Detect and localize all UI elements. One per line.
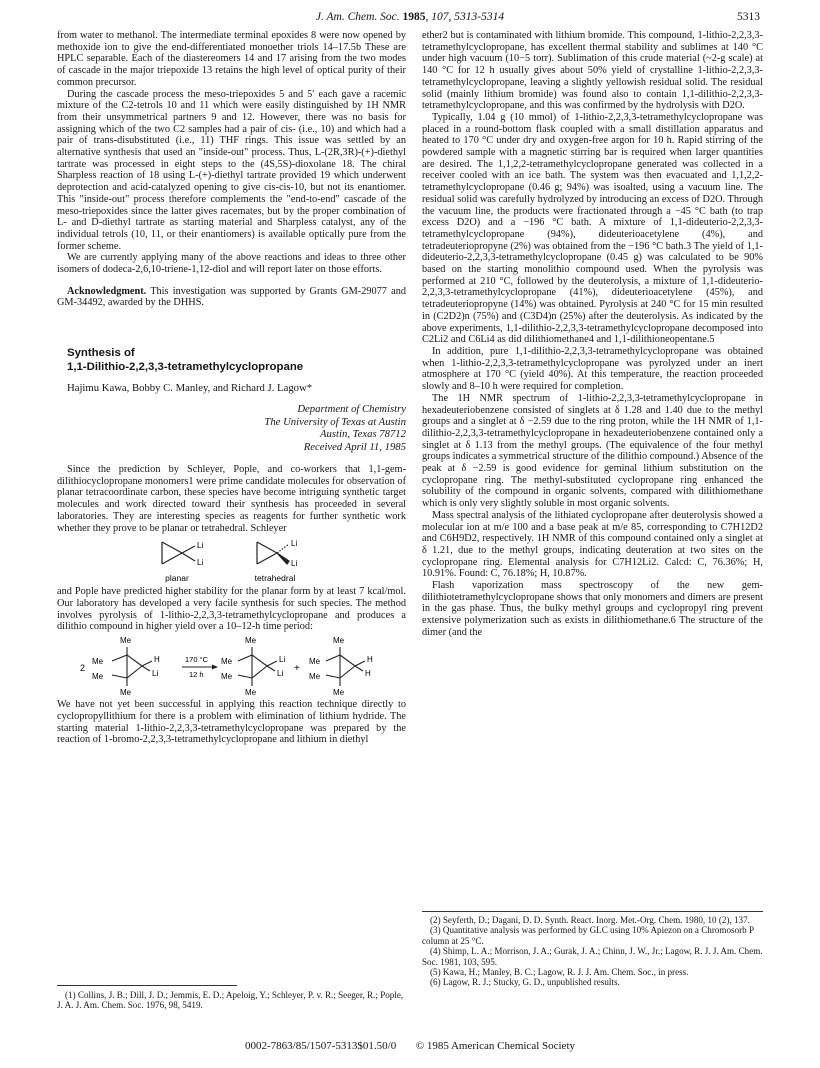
footnote: (2) Seyferth, D.; Dagani, D. D. Synth. React. Inorg. Met.-Org. Chem. 1980, 10 (2), 137.: [430, 915, 750, 925]
plus-sign: +: [293, 663, 300, 675]
h-label: H: [153, 655, 160, 665]
planar-structure: [162, 542, 195, 564]
li-label: Li: [151, 669, 158, 679]
ack-text: This investigation was supported by Grants GM-29077 and GM-34492, awarded by the DHHS.: [57, 285, 406, 309]
article-title-line2: 1,1-Dilithio-2,2,3,3-tetramethylcyclopropane: [67, 360, 304, 373]
paragraph: Typically, 1.04 g (10 mmol) of 1-lithio-2,2,3,3-tetramethylcyclopropane was placed in a round-bottom flask coupled with a small distillation apparatus and heated to 170 °C under dry and oxygen-free argon for 10 h. Rapid stirring of the powdered sample with a magnetic stirring bar is required when larger quantities are desired. The 1,1,2,2-tetramethylcyclopropane generated was collected in a receiver cooled with an ice bath. The system was then evacuated and 1,1,2,2-tetramethylcyclopropane (0.46 g; 94%) was isoalted, using a vacuum line. The residual solid was carefully hydrolyzed by introducing an excess of D2O. Through the vacuum line, the products were fractionated through a −45 °C bath (to trap excess D2O) and a −196 °C bath. A mixture of 1,1-dideuterio-2,2,3,3-tetramethylcyclopropane (94%), dideuterioacetylene (4%), and tetradeuteriopropyne (2%) was obtained from the −196 °C bath.3 The yield of 1,1-dideuterio-2,2,3,3-tetramethylcyclopropane (0.45 g) was calculated to be 90% based on the starting monolithio compound used. When the pyrolysis was performed at 210 °C, followed by the deuterolysis, a mixture of 1,1-dideuterio-2,2,3,3-tetramethylcyclopropane (41%), dideuterioacetylene (45%), and tetradeuteriopropyne (14%) was obtained. Pyrolysis at 240 °C for 15 min resulted in (C2D2)n (75%) and (C3D4)n (25%) after the deuterolysis. As indicated by the above experiments, 1,1-dilithio-2,2,3,3-tetramethylcyclopropane decomposed into C2Li2 and C6Li4 as did dilithiomethane4 and 1,1-dilithioneopentane.5: [422, 111, 763, 346]
arrow-head: [212, 665, 218, 670]
received-date: Received April 11, 1985: [303, 441, 406, 454]
li-label: Li: [290, 539, 297, 549]
volume-pages: , 107, 5313-5314: [425, 11, 505, 23]
footnote: (3) Quantitative analysis was performed by GLC using 10% Apiezon on a Chromosorb P column at 25 °C.: [422, 925, 754, 946]
me-label: Me: [308, 672, 320, 682]
paragraph: ether2 but is contaminated with lithium bromide. This compound, 1-lithio-2,2,3,3-tetramethylcyclopropane, has excellent thermal stability and sublimes at 140 °C under high vacuum (10−5 torr). Sublimation of this crude material (~2-g scale) at 140 °C for 12 h usually gives about 50% yield of crystalline 1-lithio-2,2,3,3-tetramethylcyclopropane, leaving a slightly yellowish residual solid. The residual solid (mainly lithium bromide) was found also to contain 1,1-dilithio-2,2,3,3-tetramethylcyclopropane, and this was confirmed by the hydrolysis with D2O.: [422, 30, 763, 112]
reactant-structure: [112, 647, 152, 686]
affiliation-dept: Department of Chemistry: [297, 402, 406, 415]
affiliation-city: Austin, Texas 78712: [320, 428, 406, 441]
running-header: [0, 11, 820, 23]
me-label: Me: [119, 636, 131, 646]
condition-temp: 170 °C: [184, 655, 208, 665]
li-label: Li: [276, 669, 283, 679]
footnote-rule: [57, 985, 237, 986]
reaction-scheme: [72, 633, 392, 699]
paragraph: During the cascade process the meso-triepoxides 5 and 5′ each gave a racemic mixture of the C2-tetrols 10 and 11 which were easily distinguished by 1H NMR from their unsymmetrical partners 9 and 12. However, there was no basis for assigning which of the two C2 samples had a pair of cis- (i.e., 10) and which had a pair of trans-disubstituted (i.e., 11) THF rings. This issue was settled by an alternative synthesis that used an "inside-out" process. Thus, L-(2R,3R)-(+)-diethyl tartrate was processed in eight steps to the (4S,5S)-dioxolane 18. The chiral Sharpless reaction of 18 using L-(+)-diethyl tartrate provided 19 which underwent deprotection and acid-catalyzed opening to give cis-cis-10, but not its enantiomer. This "inside-out" process therefore complements the "end-to-end" cascade of the meso-triepoxides since the latter gives racemates, but by the proper combination of L- and D-diethyl tartrate as starting material and Sharpless catalyst, any of the individual tetrols (10, 11, or their enantiomers) is available optically pure from the former scheme.: [57, 88, 406, 252]
product-tetramethylcyclopropane-structure: [326, 647, 365, 686]
paragraph: Mass spectral analysis of the lithiated cyclopropane after deuterolysis showed a molecular ion at m/e 100 and a base peak at m/e 85, corresponding to C7H12D2 and C6H9D2, respectively. 1H NMR of this compound contained only a singlet at δ 1.21, due to the methyl groups, indicating deuteration at two sites on the cyclopropane ring. Elemental analysis for C7H12Li2. Calcd: C, 76.36%; H, 10.91%. Found: C, 76.18%; H, 10.87%.: [422, 509, 763, 580]
paragraph: from water to methanol. The intermediate terminal epoxides 8 were now opened by methoxide ion to give the end-differentiated monoether triols 14–17.5b These are HPLC separable. Each of the diastereomers 14 and 17 arising from the two modes of cascade in the major triepoxide 13 retains the high level of optical purity of their common precursor.: [57, 30, 406, 88]
h-label: H: [364, 669, 371, 679]
footnotes-right: [422, 915, 763, 988]
affiliation-univ: The University of Texas at Austin: [264, 415, 406, 428]
coefficient: 2: [79, 663, 85, 674]
footnote: (4) Shimp, L. A.; Morrison, J. A.; Gurak, J. A.; Chinn, J. W., Jr.; Lagow, R. J. J. Am. Chem. Soc. 1981, 103, 595.: [422, 946, 763, 967]
acknowledgment: [57, 286, 406, 309]
li-label: Li: [278, 655, 285, 665]
right-column: [422, 30, 763, 639]
page-number: 5313: [737, 11, 760, 23]
h-label: H: [366, 655, 373, 665]
planar-label: planar: [164, 573, 189, 584]
condition-time: 12 h: [188, 670, 204, 680]
me-label: Me: [91, 672, 103, 682]
paragraph: Since the prediction by Schleyer, Pople, and co-workers that 1,1-gem-dilithiocyclopropane monomers1 were prime candidate molecules for observation of planar tetracoordinate carbon, these species have become intriguing synthetic target molecules and work directed toward their synthesis has proceeded in several laboratories. They are interesting species as reagents for further synthetic work whether they prove to be planar or tetrahedral. Schleyer: [57, 464, 406, 534]
footnote-rule: [422, 911, 763, 912]
me-label: Me: [332, 688, 344, 698]
footnotes-left: [57, 990, 406, 1011]
me-label: Me: [220, 657, 232, 667]
footnote: (5) Kawa, H.; Manley, B. C.; Lagow, R. J. J. Am. Chem. Soc., in press.: [430, 967, 689, 978]
me-label: Me: [308, 657, 320, 667]
article-title-line1: Synthesis of: [67, 347, 135, 360]
paragraph: and Pople have predicted higher stability for the planar form by at least 7 kcal/mol. Our laboratory has developed a very facile synthesis for such species. The method involves pyrolysis of 1-lithio-2,2,3,3-tetramethylcyclopropane and produces a dilithio compound in higher yield over a 10–12-h time period:: [57, 586, 406, 633]
article-code: 0002-7863/85/1507-5313$01.50/0: [244, 1040, 397, 1052]
me-label: Me: [244, 636, 256, 646]
journal-name: J. Am. Chem. Soc.: [315, 11, 400, 23]
tetrahedral-structure: [257, 542, 289, 564]
tetrahedral-label: tetrahedral: [254, 573, 295, 584]
planar-tetrahedral-figure: [107, 534, 357, 586]
paragraph: The 1H NMR spectrum of 1-lithio-2,2,3,3-tetramethylcyclopropane in hexadeuteriobenzene consisted of singlets at δ 1.28 and 1.40 due to the methyl groups and a singlet at δ −2.59 due to the ring proton, while the 1H NMR of 1,1-dilithio-2,2,3,3-tetramethylcyclopropane in hexadeuteriobenzene contained only a singlet at δ 1.13 from the methyl groups. (The equivalence of the four methyl groups indicates a symmetrical structure of the dilithio compound.) Absence of the peak at δ −2.59 is good evidence for geminal lithium substitution on the cyclopropane ring. The methyl-substituted cyclopropane ring enhanced the solubility of the compound in organic solvents, compared with dilithiomethane which is only very slightly soluble in most organic solvents.: [422, 392, 763, 510]
paragraph: We have not yet been successful in applying this reaction technique directly to cyclopropyllithium for there is a problem with elimination of lithium hydride. The starting material 1-lithio-2,2,3,3-tetramethylcyclopropane was prepared by the reaction of 1-bromo-2,2,3,3-tetramethylcyclopropane and lithium in diethyl: [57, 699, 406, 746]
footnote: (1) Collins, J. B.; Dill, J. D.; Jemmis, E. D.; Apeloig, Y.; Schleyer, P. v. R.; Seeger, R.; Pople, J. A. J. Am. Chem. Soc. 1976, 98, 5419.: [57, 990, 404, 1011]
footnote: (6) Lagow, R. J.; Stucky, G. D., unpublished results.: [430, 977, 620, 988]
li-label: Li: [290, 559, 297, 569]
left-column: [57, 30, 406, 746]
product-dilithio-structure: [238, 647, 277, 686]
authors: Hajimu Kawa, Bobby C. Manley, and Richard J. Lagow*: [67, 382, 313, 395]
paragraph: Flash vaporization mass spectroscopy of the new gem-dilithiotetramethylcyclopropane shows that only monomers and dimers are present in the gas phase. Thus, the bulky methyl groups and cyclopropyl ring prevent extensive polymerization such as exists in dilithiomethane.6 The structure of the dimer (and the: [422, 580, 763, 638]
page-footer: [0, 1040, 820, 1052]
me-label: Me: [119, 688, 131, 698]
me-label: Me: [244, 688, 256, 698]
ack-label: Acknowledgment.: [67, 285, 147, 297]
journal-year: 1985: [402, 11, 426, 23]
li-label: Li: [196, 558, 203, 568]
copyright: © 1985 American Chemical Society: [415, 1040, 575, 1052]
me-label: Me: [332, 636, 344, 646]
me-label: Me: [220, 672, 232, 682]
me-label: Me: [91, 657, 103, 667]
paragraph: In addition, pure 1,1-dilithio-2,2,3,3-tetramethylcyclopropane was obtained when 1-lithio-2,2,3,3-tetramethylcyclopropane was pyrolyzed under an inert atmosphere at 170 °C (yield 40%). At this temperature, the reaction proceeded slowly and 8–10 h were required for completion.: [422, 345, 763, 393]
paragraph: We are currently applying many of the above reactions and ideas to three other isomers of dodeca-2,6,10-triene-1,12-diol and will report later on those efforts.: [57, 252, 406, 276]
li-label: Li: [196, 541, 203, 551]
